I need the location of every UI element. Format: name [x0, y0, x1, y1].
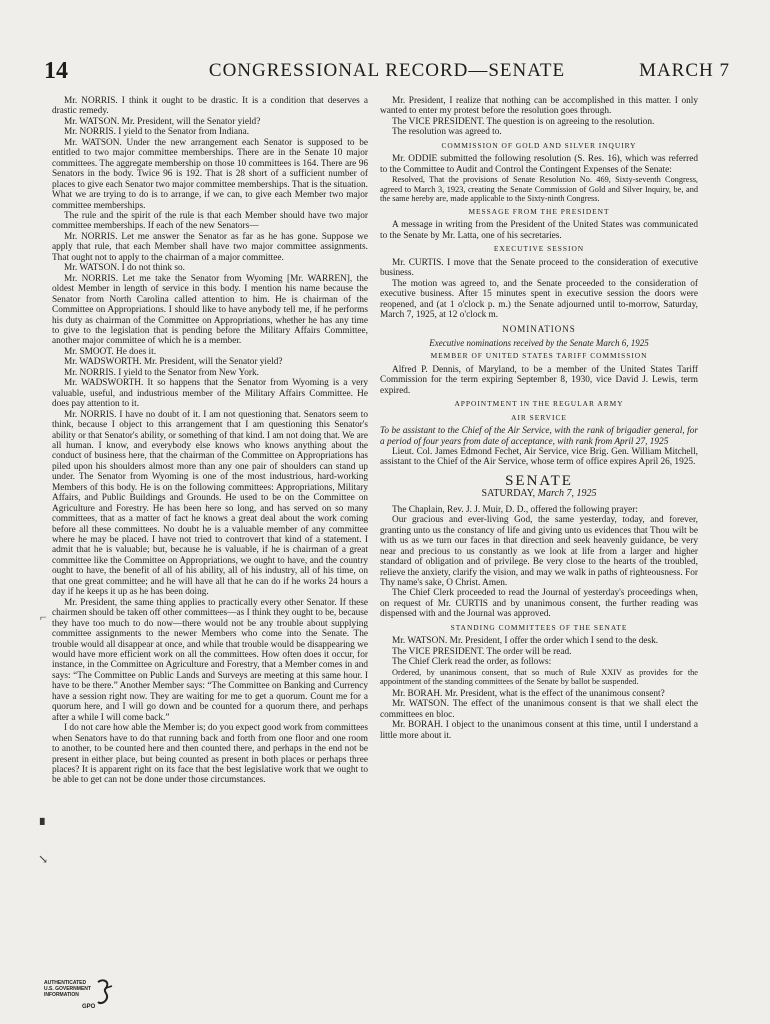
prayer-text: Our gracious and ever-living God, the same yesterday, today, and forever, granting unto us the constancy of life and giving unto us evidences that Thou wilt be with us as we turn our faces in that direction and seek heavenly guidance, be very near and precious to us constantly as we look at life from a larger and higher standard of obligation and of privilege. Be very close to the hearts of the troubled, relieve the anxiety, clarify the vision, and may we walk in paths of righteousness. For Thy name's sake, O Christ. Amen.	[380, 515, 698, 588]
margin-mark: ↘	[38, 852, 49, 866]
paragraph: Mr. President, the same thing applies to practically every other Senator. If these chairmen should be taken off other committees—as I think they ought to be, because they have too much to do now—there would not be any trouble about supplying committee assignments to the newer Members who come into the Senate. The trouble would all disappear at once, and while that trouble would be disappearing we would have more efficient work on all the committees. How often does it occur, for instance, in the Committee on Agriculture and Forestry, that a Member comes in and says: “The Committee on Public Lands and Surveys are meeting at this same hour. I have to be there.” Another Member says: “The Committee on Banking and Currency have a session right now. They are waiting for me to get a quorum. Count me for a quorum here, and I will go down and be counted for a quorum there, and perhaps after a while I will come back.”	[52, 597, 368, 723]
paragraph: The VICE PRESIDENT. The question is on agreeing to the resolution.	[392, 116, 655, 127]
paragraph: The VICE PRESIDENT. The order will be read.	[392, 646, 572, 657]
paragraph: Mr. NORRIS. I yield to the Senator from New York.	[64, 367, 259, 378]
paragraph: Mr. President, I realize that nothing can be accomplished in this matter. I only wanted to enter my protest before the resolution goes through.	[380, 96, 698, 117]
paragraph: Mr. BORAH. Mr. President, what is the effect of the unanimous consent?	[392, 688, 665, 699]
section-heading-gold-silver: COMMISSION OF GOLD AND SILVER INQUIRY	[441, 140, 637, 150]
paragraph: Mr. NORRIS. I think it ought to be drastic. It is a condition that deserves a drastic remedy.	[52, 96, 368, 117]
paragraph: Mr. WATSON. Mr. President, I offer the order which I send to the desk.	[392, 636, 659, 647]
margin-mark: ▘	[40, 818, 50, 832]
air-service-position: To be assistant to the Chief of the Air Service, with the rank of brigadier general, for a period of four years from date of acceptance, with rank from April 27, 1925	[380, 426, 698, 447]
paragraph: The Chief Clerk read the order, as follows:	[392, 657, 552, 668]
margin-mark: ⌐	[40, 610, 47, 624]
page-date: MARCH 7	[639, 60, 730, 81]
seal-text	[44, 980, 91, 998]
paragraph: Mr. NORRIS. Let me answer the Senator as far as he has gone. Suppose we apply that rule, that each Member shall have two major committee assignments. That ought not to apply to the chairman of a major committee.	[52, 231, 368, 263]
paragraph: Mr. WATSON. The effect of the unanimous consent is that we shall elect the committees en bloc.	[380, 699, 698, 720]
paragraph: Alfred P. Dennis, of Maryland, to be a member of the United States Tariff Commission for the term expiring September 8, 1930, vice David J. Lewis, term expired.	[380, 364, 698, 396]
page-header	[44, 58, 730, 86]
page-number: 14	[44, 58, 68, 84]
paragraph: Lieut. Col. James Edmond Fechet, Air Service, vice Brig. Gen. William Mitchell, assistant to the Chief of the Air Service, whose term of office expires April 26, 1925.	[380, 447, 698, 468]
paragraph: The Chaplain, Rev. J. J. Muir, D. D., offered the following prayer:	[392, 504, 638, 515]
section-heading-standing: STANDING COMMITTEES OF THE SENATE	[450, 622, 628, 632]
air-service-heading: AIR SERVICE	[511, 412, 567, 422]
paragraph: The Chief Clerk proceeded to read the Journal of yesterday's proceedings when, on request of Mr. CURTIS and by unanimous consent, the further reading was dispensed with and the Journal was approved.	[380, 588, 698, 620]
seal-line: U.S. GOVERNMENT	[44, 986, 91, 992]
left-column	[52, 96, 368, 956]
tariff-heading: MEMBER OF UNITED STATES TARIFF COMMISSION	[430, 351, 648, 361]
paragraph: A message in writing from the President of the United States was communicated to the Senate by Mr. Latta, one of his secretaries.	[380, 220, 698, 241]
paragraph: Mr. WATSON. I do not think so.	[64, 263, 185, 274]
paragraph: Mr. NORRIS. I have no doubt of it. I am not questioning that. Senators seem to think, because I object to this arrangement that I am questioning this Senator's ability or that Senator's ability, or something of that kind. I am not doing that. We are all human. I know, and everybody else knows who knows anything about the conduct of business here, that the chairman of the Committee on Appropriations has piled upon his shoulders almost more than any one pair of shoulders can stand up under. The Senator from Wyoming is one of the most industrious, hard-working Members of this body. He is on the following committees: Appropriations, Military Affairs, and Public Buildings and Grounds. He used to be on the Committee on Agriculture and Forestry. He has been here so long, and has served on so many committees, that as a matter of fact he knows a great deal about the work coming before all these committees. No doubt he is a valuable member of any committee where he may be placed. I have not tried to controvert that kind of a statement. I admit that he is valuable; but, because he is valuable, if he is chairman of a great committee like the Committee on Appropriations, we ought to have, and the country ought to have, the benefit of all of his ability, all of his industry, all of his time, on that one great committee; and he will have all that he can do if he works 24 hours a day if he keeps it up as he has been doing.	[52, 409, 368, 598]
paragraph: Mr. WATSON. Mr. President, will the Senator yield?	[64, 116, 261, 127]
section-heading-message: MESSAGE FROM THE PRESIDENT	[468, 206, 610, 216]
paragraph: I do not care how able the Member is; do you expect good work from committees when Senators have to do that running back and forth from one floor and one room to another, to be counted here and then counted there, and perhaps in the end not be present in either place, but being counted as present in both places or perhaps three places? It is apparent right on its face that the best legislative work that we ought to be able to get can not be done under those circumstances.	[52, 723, 368, 786]
section-heading-nominations: NOMINATIONS	[502, 324, 576, 335]
resolution-text: Resolved, That the provisions of Senate Resolution No. 469, Sixty-seventh Congress, agreed to March 3, 1923, creating the Senate Commission of Gold and Silver Inquiry, be, and the same hereby are, made applicable to the Sixty-ninth Congress.	[380, 175, 698, 204]
paragraph: Mr. NORRIS. I yield to the Senator from Indiana.	[64, 127, 250, 138]
gpo-authentication-seal	[44, 978, 114, 1012]
paragraph: Mr. WATSON. Under the new arrangement each Senator is supposed to be entitled to two major committee memberships. There are in the Senate 10 major committees. The aggregate membership on those 10 committees is 164. There are 96 Senators in the body. Twice 96 is 192. That is 28 short of a sufficient number of places to give each Senator two major committee memberships. That is the situation. What we are trying to do is to arrange, if we can, to give each Member two major committee memberships.	[52, 137, 368, 211]
paragraph: Mr. WADSWORTH. It so happens that the Senator from Wyoming is a very valuable, useful, and industrious member of the Military Affairs Committee. He does pay attention to it.	[52, 378, 368, 410]
paragraph: Mr. SMOOT. He does it.	[64, 346, 157, 357]
army-heading: APPOINTMENT IN THE REGULAR ARMY	[454, 399, 624, 409]
paragraph: Mr. ODDIE submitted the following resolution (S. Res. 16), which was referred to the Committee to Audit and Control the Contingent Expenses of the Senate:	[380, 154, 698, 175]
senate-day: SATURDAY,	[481, 488, 538, 500]
paragraph: The resolution was agreed to.	[392, 127, 502, 138]
nominations-subheading: Executive nominations received by the Senate March 6, 1925	[429, 337, 649, 348]
seal-line: INFORMATION	[44, 992, 79, 998]
senate-date-text: March 7, 1925	[537, 488, 597, 500]
senate-date	[380, 489, 698, 499]
paragraph: The rule and the spirit of the rule is that each Member should have two major committee memberships. If each of the new Senators—	[52, 210, 368, 232]
gpo-label: GPO	[82, 1004, 96, 1010]
section-heading-senate: SENATE	[505, 472, 573, 489]
paragraph: Mr. WADSWORTH. Mr. President, will the Senator yield?	[64, 357, 283, 368]
paragraph: Mr. CURTIS. I move that the Senate proceed to the consideration of executive business.	[380, 257, 698, 279]
section-heading-executive: EXECUTIVE SESSION	[493, 244, 585, 254]
order-text: Ordered, by unanimous consent, that so much of Rule XXIV as provides for the appointment of the standing committees of the Senate by ballot be suspended.	[380, 667, 698, 687]
right-column	[380, 96, 698, 956]
eagle-icon	[94, 978, 114, 1006]
seal-line: AUTHENTICATED	[44, 980, 87, 986]
page-title: CONGRESSIONAL RECORD—SENATE	[208, 60, 566, 81]
paragraph: Mr. BORAH. I object to the unanimous consent at this time, until I understand a little more about it.	[380, 720, 698, 741]
paragraph: Mr. NORRIS. Let me take the Senator from Wyoming [Mr. WARREN], the oldest Member in length of service in this body. I mention his name because the Senator from North Carolina called attention to him. He is chairman of the Committee on Appropriations. I should like to have anybody tell me, if he performs his duty as chairman of the Committee on Appropriations, whether he has any time to give to the legislation that is pending before the Military Affairs Committee, another major committee of which he is a member.	[52, 273, 368, 347]
paragraph: The motion was agreed to, and the Senate proceeded to the consideration of executive business. After 15 minutes spent in executive session the doors were reopened, and (at 1 o'clock p. m.) the Senate adjourned until to-morrow, Saturday, March 7, 1925, at 12 o'clock m.	[380, 278, 698, 321]
